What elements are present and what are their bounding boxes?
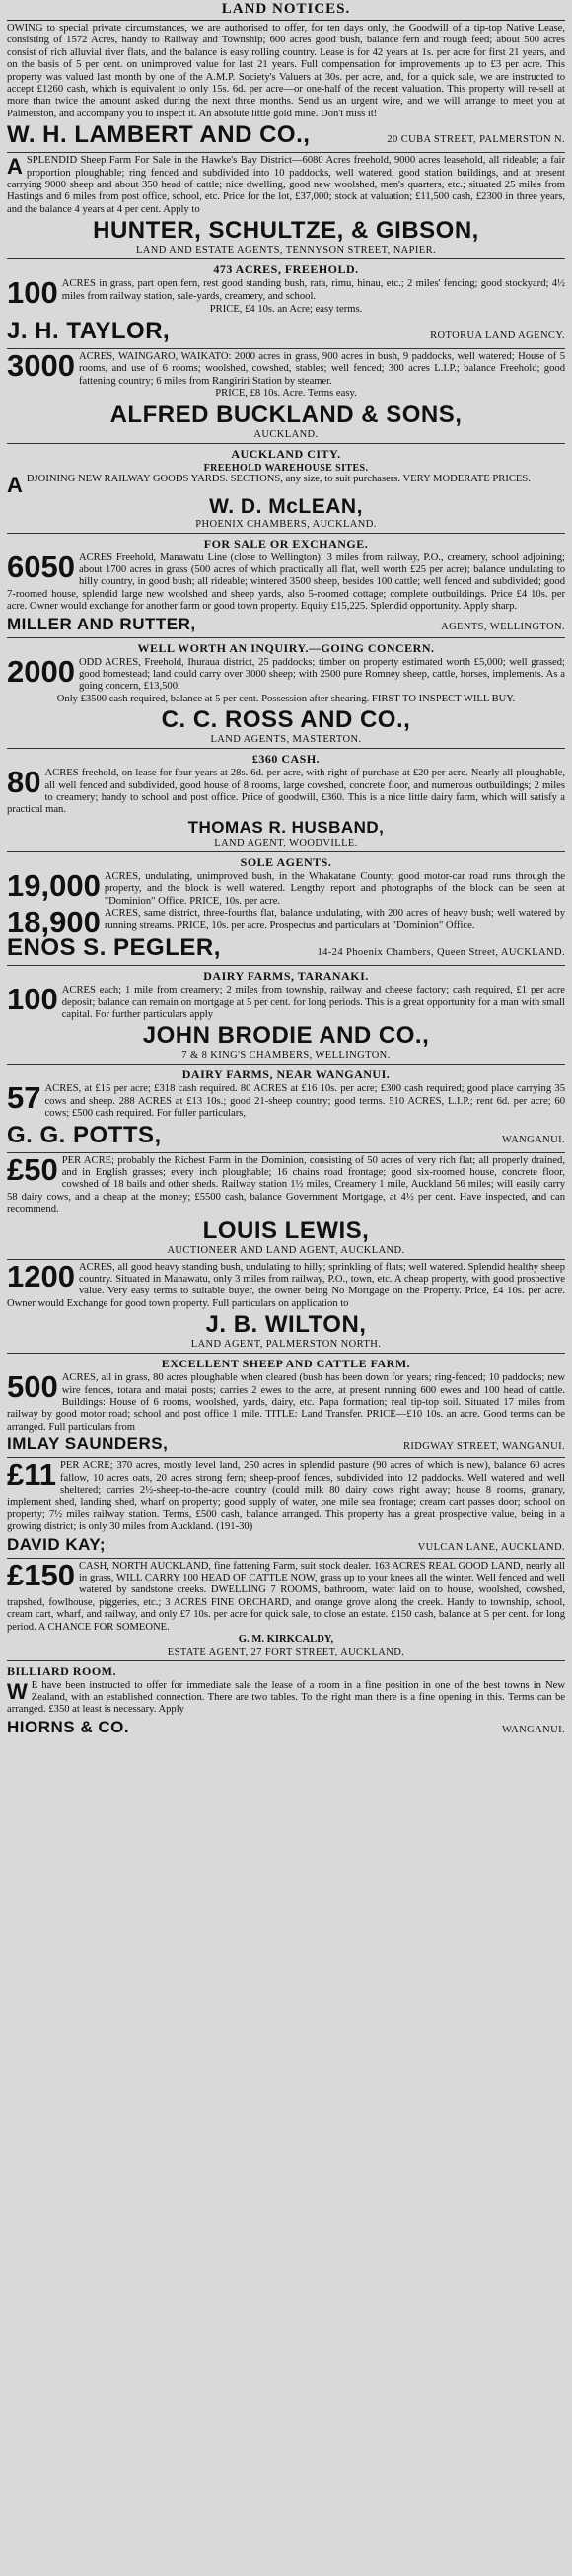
advert-agent: J. B. WILTON, bbox=[205, 1311, 367, 1339]
advert-address: 20 CUBA STREET, PALMERSTON N. bbox=[387, 134, 565, 146]
advert-lead: 500 bbox=[7, 1369, 58, 1405]
advert-husband bbox=[7, 749, 565, 852]
advert-body: ACRES each; 1 mile from creamery; 2 miles from township, railway and cheese factory; cash required, £1 per acre deposit; balance can remain on mortgage at 5 per cent. for long periods. This is a great opportunity for a man with small capital. For further particulars apply bbox=[61, 985, 565, 1020]
advert-wilton bbox=[7, 1260, 565, 1355]
advert-lead: 2000 bbox=[7, 653, 75, 689]
advert-address: VULCAN LANE, AUCKLAND. bbox=[417, 1541, 565, 1553]
advert-address: RIDGWAY STREET, WANGANUI. bbox=[403, 1441, 565, 1453]
advert-heading: DAIRY FARMS, NEAR WANGANUI. bbox=[181, 1067, 391, 1082]
advert-body-second: ACRES, same district, three-fourths flat, balance undulating, with 200 acres of heavy bush; well watered by running streams. PRICE, 10s. per acre. Prospectus and particulars at "Dominion" Office. bbox=[104, 908, 565, 931]
advert-address: AUCKLAND. bbox=[253, 428, 319, 440]
advert-heading: 473 ACRES, FREEHOLD. bbox=[213, 262, 359, 277]
advert-heading: DAIRY FARMS, TARANAKI. bbox=[203, 969, 369, 984]
advert-body: ACRES in grass, part open fern, rest good standing bush, rata, rimu, hinau, etc.; 2 miles' fencing; good stockyard; 4½ miles from railway station, sale-yards, creamery, and school. bbox=[61, 278, 565, 302]
advert-lead: W bbox=[7, 1678, 28, 1704]
advert-lead-second: 18,900 bbox=[7, 905, 101, 940]
advert-agent-row bbox=[7, 120, 565, 149]
advert-body: SPLENDID Sheep Farm For Sale in the Hawke's Bay District—6080 Acres freehold, 9000 acres leasehold, all rideable; a fair proportion ploughable; ring fenced and subdivided into 10 paddocks, well watered; good station buildings, and at present carrying 9000 sheep and about 350 head of cattle; nice dwelling, good new woolshed, men's quarters, etc.; situated 25 miles from Hastings and 6 miles from post office, school, etc. Price for the lot, £37,000; stock at valuation; £11,500 cash, £2300 in three years, and the balance 4 years at 4 per cent. Apply to bbox=[7, 155, 565, 215]
advert-agent: ALFRED BUCKLAND & SONS, bbox=[109, 401, 463, 428]
advert-agent: HUNTER, SCHULTZE, & GIBSON, bbox=[93, 217, 479, 245]
advert-agent: G. G. POTTS, bbox=[7, 1121, 162, 1148]
advert-potts bbox=[7, 1065, 565, 1152]
advert-heading: FOR SALE OR EXCHANGE. bbox=[203, 536, 369, 551]
advert-lead: 100 bbox=[7, 982, 58, 1017]
advert-agent: THOMAS R. HUSBAND, bbox=[187, 817, 385, 837]
advert-lead: 3000 bbox=[7, 347, 75, 383]
advert-lead: £11 bbox=[7, 1457, 57, 1493]
advert-agent-row bbox=[7, 1121, 565, 1149]
advert-subheading: FREEHOLD WAREHOUSE SITES. bbox=[203, 462, 369, 474]
advert-address: ESTATE AGENT, 27 FORT STREET, AUCKLAND. bbox=[167, 1646, 405, 1657]
advert-body: ACRES, all good heavy standing bush, undulating to hilly; sprinkling of flats; well watered. Splendid healthy sheep country. Situated in Manawatu, only 3 miles from railway, P.O., town, etc. A cheap property, with good prospective value. Very easy terms to suitable buyer, the owner being No Mortgage on the Property. Price, £4 10s. per acre. Owner would Exchange for good town property. Full particulars on application to bbox=[7, 1261, 565, 1309]
advert-body: ACRES, WAINGARO, WAIKATO: 2000 acres in grass, 900 acres in bush, 9 paddocks, well watered; House of 5 rooms, and use of 6 rooms; woolshed, cowshed, stables; well fenced; 300 acres L.I.P.; balance Freehold; good fattening country; 6 miles from Rangiriri Station by steamer. bbox=[78, 350, 565, 387]
advert-body: ACRES, all in grass, 80 acres ploughable when cleared (bush has been down for years; ring-fenced; 10 paddocks; new wire fences, totara and matai posts; carries 2 ewes to the acre, at present running 600 ewes and 100 head of cattle. Buildings: House of 6 rooms, woolshed, yards, dairy, etc. Papa formation; real tip-top soil. Situated 17 miles from railway by good motor road; school and post office 1 mile. TITLE: Land Transfer. PRICE—£10 10s. an acre. Good terms can be arranged. Full particulars from bbox=[7, 1372, 565, 1433]
advert-body: OWING to special private circumstances, we are authorised to offer, for ten days only, the Goodwill of a tip-top Native Lease, consisting of 1572 Acres, handy to Railway and Township; 600 acres good bush, balance fern and rough feed; about 500 acres consist of rich alluvial river flats, and the balance is easy rolling country. Lease is for 42 years at 1s. per acre for first 21 years, and on the basis of 5 per cent. on unimproved value for last 21 years. Full compensation for improvements up to £3 per acre. This property was valued last month by one of the A.M.P. Society's Valuers at 30s. per acre, and, for a quick sale, we are instructed to accept £1260 cash, which is equivalent to only 15s. 6d. per acre—or one-half of the recent valuation. This property will re-sell at more than twice the amount asked during the next three months. Send us an urgent wire, and we will arrange to meet you at Palmerston, and accompany you to inspect it. An absolute little gold mine. Don't miss it! bbox=[7, 23, 565, 119]
advert-agent: W. H. LAMBERT AND CO., bbox=[7, 121, 311, 149]
advert-address: 14-24 Phoenix Chambers, Queen Street, AUCKLAND. bbox=[317, 947, 565, 959]
advert-lead: 57 bbox=[7, 1080, 41, 1116]
advert-address: LAND AGENTS, MASTERTON. bbox=[210, 734, 362, 746]
advert-lambert bbox=[7, 21, 565, 153]
advert-agent-row bbox=[7, 933, 565, 962]
advert-body: ODD ACRES, Freehold, Ihuraua district, 25 paddocks; timber on property estimated worth £5,000; well grassed; good homestead; land could carry over 3000 sheep; with 2500 pure Romney sheep, cattle, horses, implements. As a going concern, £13,500. bbox=[78, 656, 565, 693]
advert-lead: £150 bbox=[7, 1557, 75, 1592]
advert-heading: £360 CASH. bbox=[251, 752, 321, 767]
advert-body: ACRES freehold, on lease for four years at 28s. 6d. per acre, with right of purchase at £20 per acre. Nearly all ploughable, all well fenced and subdivided, good house of 8 rooms, large cowshed, concrete floor, and numerous outbuildings; 2 miles to creamery; handy to school and post office. Price of goodwill, £360. This is a nice little dairy farm, which will satisfy a practical man. bbox=[7, 768, 565, 816]
advert-lead: 1200 bbox=[7, 1258, 75, 1293]
advert-heading: BILLIARD ROOM. bbox=[7, 1663, 117, 1678]
advert-heading: EXCELLENT SHEEP AND CATTLE FARM. bbox=[161, 1357, 411, 1371]
advert-ross bbox=[7, 638, 565, 750]
advert-kirkcaldy bbox=[7, 1559, 565, 1661]
advert-address: ROTORUA LAND AGENCY. bbox=[430, 330, 565, 341]
advert-address: 7 & 8 KING'S CHAMBERS, WELLINGTON. bbox=[181, 1050, 391, 1062]
advert-lewis bbox=[7, 1153, 565, 1260]
advert-agent-row bbox=[7, 614, 565, 634]
advert-agent: DAVID KAY; bbox=[7, 1534, 107, 1554]
advert-agent: HIORNS & CO. bbox=[7, 1717, 130, 1736]
advert-agent: JOHN BRODIE AND CO., bbox=[142, 1022, 430, 1050]
advert-agent: ENOS S. PEGLER, bbox=[7, 934, 221, 962]
advert-body: PER ACRE; 370 acres, mostly level land, 250 acres in splendid pasture (90 acres of which is new), balance 60 acres fallow, 10 acres oats, 20 acres strong fern; sheep-proof fences, subdivided into 12 paddocks. Well watered and well sheltered; carries 2½-sheep-to-the-acre country (could milk 80 dairy cows right away; house 8 rooms, granary, implement shed, landing shed, wharf on property; good supply of water, one mile sea frontage; cream cart passes door; school on property; 7½ miles railway station. Terms, £500 cash, balance arranged. This property has a great prospective value, being in a growing district; is only 30 miles from Auckland. (191-30) bbox=[7, 1460, 565, 1533]
section-title: LAND NOTICES. bbox=[7, 0, 565, 21]
advert-price: Only £3500 cash required, balance at 5 per cent. Possession after shearing. FIRST TO INSPECT WILL BUY. bbox=[56, 693, 516, 704]
advert-hiorns bbox=[7, 1661, 565, 1740]
advert-agent: W. D. McLEAN, bbox=[209, 494, 363, 518]
advert-agent: IMLAY SAUNDERS, bbox=[7, 1435, 169, 1454]
advert-price: PRICE, £4 10s. an Acre; easy terms. bbox=[209, 304, 363, 316]
advert-heading: WELL WORTH AN INQUIRY.—GOING CONCERN. bbox=[137, 640, 435, 655]
advert-address: LAND AGENT, PALMERSTON NORTH. bbox=[190, 1339, 382, 1351]
advert-lead: A bbox=[7, 154, 23, 180]
advert-lead: 100 bbox=[7, 275, 58, 311]
advert-agent-row bbox=[7, 317, 565, 345]
advert-lead: A bbox=[7, 472, 23, 497]
advert-body: PER ACRE; probably the Richest Farm in the Dominion, consisting of 50 acres of very rich flat; all properly drained, and in English grasses; every inch ploughable; 16 chains road frontage; good six-roomed house, concrete floor, cowshed of 18 bails and other sheds. Railway station 1½ miles, Creamery 1 mile, Auckland 56 miles; will easily carry 58 dairy cows, and a cheap at the money; £5500 cash, balance Government Mortgage, at 4½ per cent. Have inspected, and can recommend. bbox=[7, 1154, 565, 1215]
advert-agent: C. C. ROSS AND CO., bbox=[161, 706, 411, 734]
advert-agent-row bbox=[7, 1434, 565, 1454]
advert-body: ACRES, undulating, unimproved bush, in the Whakatane County; good motor-car road runs through the property, and the block is well watered. Lengthy report and photographs of the block can be seen at "Dominion" Office. PRICE, 10s. per acre. bbox=[104, 870, 565, 907]
advert-agent: J. H. TAYLOR, bbox=[7, 317, 171, 344]
advert-hunter bbox=[7, 153, 565, 259]
advert-agent-row bbox=[7, 1534, 565, 1555]
advert-lead: 80 bbox=[7, 765, 41, 800]
advert-brodie bbox=[7, 966, 565, 1065]
advert-address: LAND AGENT, WOODVILLE. bbox=[214, 837, 358, 848]
advert-price: PRICE, £8 10s. Acre. Terms easy. bbox=[215, 388, 357, 399]
advert-heading: AUCKLAND CITY. bbox=[231, 446, 341, 461]
land-notices-column bbox=[7, 0, 565, 1740]
advert-body: ACRES Freehold, Manawatu Line (close to Wellington); 3 miles from railway, P.O., creamery, school adjoining; about 1700 acres in grass (500 acres of which practically all flat, well worth £25 per acre); balance undulating to hilly country, in good bush; all rideable; wintered 3500 sheep, besides 100 cattle; well fenced and subdivided; good 7-roomed house, splendid large new woolshed and sheep yards, also 5-roomed cottage; complete outbuildings. Price £4 10s. per acre. Owner would exchange for another farm or good town property. Equity £15,225. Splendid opportunity. Apply sharp. bbox=[7, 552, 565, 613]
advert-body: DJOINING NEW RAILWAY GOODS YARDS. SECTIONS, any size, to suit purchasers. VERY MODERATE PRICES. bbox=[26, 473, 531, 484]
advert-kay bbox=[7, 1458, 565, 1558]
advert-body: E have been instructed to offer for immediate sale the lease of a room in a fine position in one of the best towns in New Zealand, with an established connection. There are two tables. To the right man there is a fine opening in this. Terms can be arranged. £350 at least is necessary. Apply bbox=[7, 1679, 565, 1716]
advert-lead: 6050 bbox=[7, 549, 75, 584]
advert-agent: G. M. KIRKCALDY, bbox=[238, 1634, 334, 1646]
advert-pegler bbox=[7, 852, 565, 966]
advert-heading: SOLE AGENTS. bbox=[240, 854, 332, 869]
advert-lead: 19,000 bbox=[7, 867, 101, 903]
advert-miller bbox=[7, 534, 565, 638]
advert-agent: MILLER AND RUTTER, bbox=[7, 614, 196, 633]
advert-buckland bbox=[7, 349, 565, 444]
advert-mclean bbox=[7, 444, 565, 534]
advert-address: WANGANUI. bbox=[502, 1724, 565, 1735]
advert-address: WANGANUI. bbox=[502, 1134, 565, 1145]
advert-address: LAND AND ESTATE AGENTS, TENNYSON STREET, NAPIER. bbox=[135, 245, 437, 257]
advert-address: PHOENIX CHAMBERS, AUCKLAND. bbox=[195, 518, 377, 530]
advert-saunders bbox=[7, 1354, 565, 1458]
advert-agent-row bbox=[7, 1717, 565, 1737]
advert-body: ACRES, at £15 per acre; £318 cash required. 80 ACRES at £16 10s. per acre; £300 cash required; good place carrying 35 cows and sheep. 288 ACRES at £13 10s.; good 21-sheep country; good terms. 510 ACRES, L.I.P.; rent 6d. per acre; 60 cows; £500 cash required. For fuller particulars, bbox=[44, 1083, 565, 1120]
advert-agent: LOUIS LEWIS, bbox=[202, 1216, 370, 1244]
advert-address: AGENTS, WELLINGTON. bbox=[441, 621, 565, 632]
advert-body: CASH, NORTH AUCKLAND, fine fattening Farm, suit stock dealer. 163 ACRES REAL GOOD LAND, nearly all in grass, WILL CARRY 100 HEAD OF CATTLE NOW, grass up to your knees all the winter. Well fenced and well watered by sandstone creeks. DWELLING 7 ROOMS, bathroom, water laid on to house, woolshed, cowshed, trapshed, fowlhouse, piggeries, etc.; 3 ACRES FINE ORCHARD, and orange grove along the creek. Handy to township, school, cream cart, wharf, and railway, and only £7 10s. per acre for quick sale, to close an estate. £150 cash, balance at 5 per cent. for long period. A CHANCE FOR SOMEONE. bbox=[7, 1560, 565, 1633]
advert-lead: £50 bbox=[7, 1151, 58, 1187]
advert-taylor bbox=[7, 259, 565, 349]
advert-address: AUCTIONEER AND LAND AGENT, AUCKLAND. bbox=[167, 1244, 405, 1256]
